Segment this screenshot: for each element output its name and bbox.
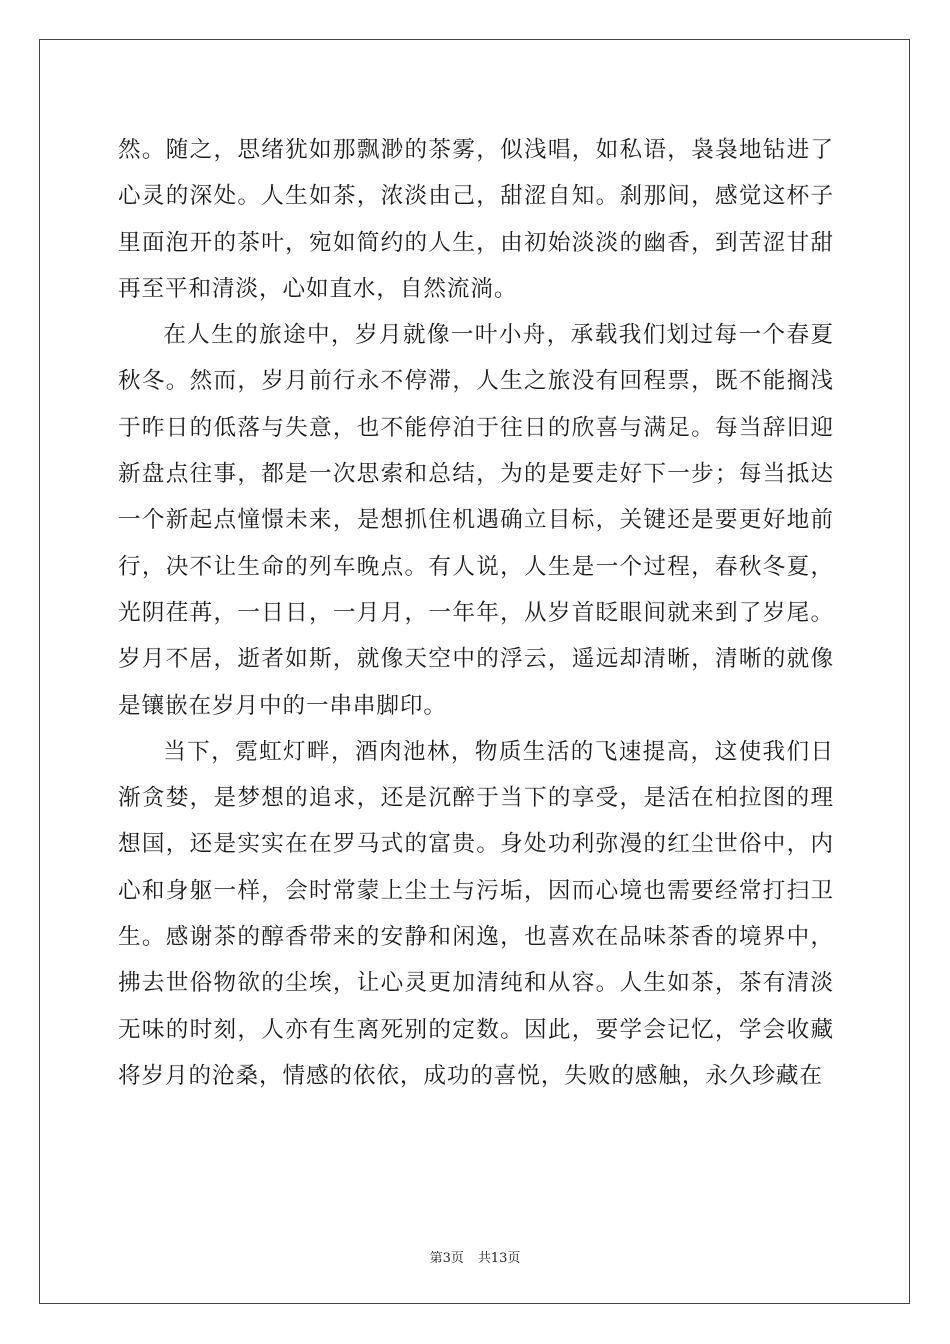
paragraph-1: 然。随之，思绪犹如那飘渺的茶雾，似浅唱，如私语，袅袅地钻进了心灵的深处。人生如茶，浓淡由己，甜涩自知。刹那间，感觉这杯子里面泡开的茶叶，宛如简约的人生，由初始淡淡的幽香，到苦涩甘甜再至平和清淡，心如直水，自然流淌。 — [118, 137, 834, 302]
total-pages-label: 共13页 — [477, 1251, 521, 1266]
page-footer — [0, 1247, 950, 1266]
paragraph-2: 在人生的旅途中，岁月就像一叶小舟，承载我们划过每一个春夏秋冬。然而，岁月前行永不停滞，人生之旅没有回程票，既不能搁浅于昨日的低落与失意，也不能停泊于往日的欣喜与满足。每当辞旧迎新盘点往事，都是一次思索和总结，为的是要走好下一步；每当抵达一个新起点憧憬未来，是想抓住机遇确立目标，关键还是要更好地前行，决不让生命的列车晚点。有人说，人生是一个过程，春秋冬夏，光阴荏苒，一日日，一月月，一年年，从岁首眨眼间就来到了岁尾。岁月不居，逝者如斯，就像天空中的浮云，遥远却清晰，清晰的就像是镶嵌在岁月中的一串串脚印。 — [118, 322, 834, 719]
current-page-label: 第3页 — [429, 1251, 464, 1266]
document-body — [118, 127, 834, 1099]
paragraph-3: 当下，霓虹灯畔，酒肉池林，物质生活的飞速提高，这使我们日渐贪婪，是梦想的追求，还是沉醉于当下的享受，是活在柏拉图的理想国，还是实实在在罗马式的富贵。身处功利弥漫的红尘世俗中，内心和身躯一样，会时常蒙上尘土与污垢，因而心境也需要经常打扫卫生。感谢茶的醇香带来的安静和闲逸，也喜欢在品味茶香的境界中，拂去世俗物欲的尘埃，让心灵更加清纯和从容。人生如茶，茶有清淡无味的时刻，人亦有生离死别的定数。因此，要学会记忆，学会收藏将岁月的沧桑，情感的依依，成功的喜悦，失败的感触，永久珍藏在 — [118, 738, 834, 1089]
